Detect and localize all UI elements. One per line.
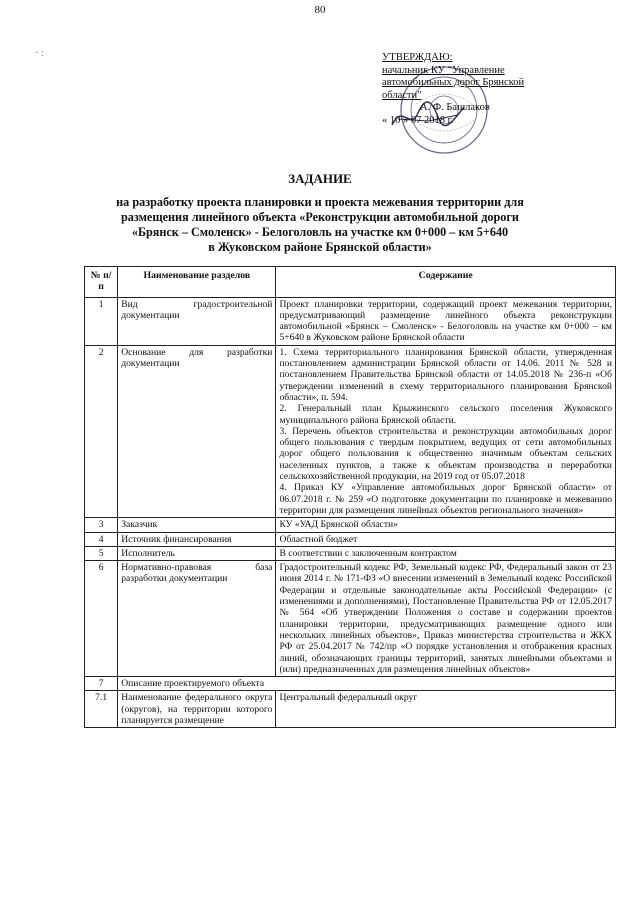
row-name: Основание для разработки документации [118,345,276,517]
scan-specks: · : [35,48,44,59]
header-content: Содержание [276,267,616,298]
table-row [85,546,616,560]
row-name: Нормативно-правовая база разработки документации [118,561,276,677]
row-number: 6 [85,561,118,677]
header-section-name: Наименование разделов [118,267,276,298]
basis-item-2: 2. Генеральный план Крыжинского сельского поселения Жуковского муниципального района Брянской области. [279,403,612,426]
subtitle-line-3: «Брянск – Смоленск» - Белоголовль на участке км 0+000 – км 5+640 [131,225,509,239]
row-name: Исполнитель [118,546,276,560]
row-number: 7 [85,677,118,691]
row-content: Градостроительный кодекс РФ, Земельный кодекс РФ, Федеральный закон от 23 июня 2014 г. № 171-ФЗ «О внесении изменений в Земельный кодекс Российской Федерации и отдельные законодательные акты Российской Федерации» (с изменениями и дополнениями), Постановление Правительства РФ от 12.05.2017 № 564 «Об утверждении Положения о составе и содержании проектов планировки территории, предусматривающих размещение одного или нескольких линейных объектов», Приказ министерства строительства и ЖКХ РФ от 25.04.2017 № 742/пр «О порядке установления и отображения красных линий, обозначающих границы территорий, занятых линейными объектами и (или) предназначенных для размещения линейных объектов» [276,561,616,677]
row-name: Вид градостроительной документации [118,297,276,345]
subtitle-line-4: в Жуковском районе Брянской области» [208,240,432,254]
basis-item-4: 4. Приказ КУ «Управление автомобильных дорог Брянской области» от 06.07.2018 г. № 259 «О подготовке документации по планировке и межеванию территории для размещения линейных объектов регионального значения» [279,482,612,516]
row-content: В соответствии с заключенным контрактом [276,546,616,560]
approval-block [382,52,524,127]
table-row [85,532,616,546]
row-number: 7.1 [85,691,118,728]
row-name: Заказчик [118,518,276,532]
row-number: 3 [85,518,118,532]
document-title: ЗАДАНИЕ [288,171,352,186]
approval-line-4: области" [382,89,422,101]
table-row [85,518,616,532]
task-table [84,266,616,728]
header-number: № п/п [85,267,118,298]
table-row [85,677,616,691]
row-number: 1 [85,297,118,345]
row-number: 2 [85,345,118,517]
row-content: Областной бюджет [276,532,616,546]
approval-line-2: начальник КУ "Управление [382,64,505,76]
table-row [85,561,616,677]
approval-line-3: автомобильных дорог Брянской [382,77,525,88]
approval-signer: А. Ф. Башлаков [420,102,490,113]
approval-date: « 10 » 07 2018 г. [382,114,454,126]
row-name: Описание проектируемого объекта [118,677,616,691]
row-content [276,345,616,517]
page-number: 80 [314,4,326,16]
table-row [85,691,616,728]
subtitle-line-1: на разработку проекта планировки и проекта межевания территории для [116,195,524,209]
basis-item-3: 3. Перечень объектов строительства и реконструкции автомобильных дорог общего пользования с твердым покрытием, ведущих от сети автомобильных дорог общего пользования к общественно значимым объектам сельских населенных пунктов, а также к объектам производства и переработки сельскохозяйственной продукции, на 2019 год от 05.07.2018 [279,425,612,483]
row-name: Наименование федерального округа (округов), на территории которого планируется размещение [118,691,276,728]
row-number: 5 [85,546,118,560]
row-name: Источник финансирования [118,532,276,546]
subtitle-line-2: размещения линейного объекта «Реконструкции автомобильной дороги [121,210,519,224]
table-header-row [85,267,616,298]
row-number: 4 [85,532,118,546]
approval-line-1: УТВЕРЖДАЮ: [382,52,453,63]
row-content: Проект планировки территории, содержащий проект межевания территории, предусматривающий размещение линейного объекта реконструкции автомобильной «Брянск – Смоленск» - Белоголовль на участке км 0+000 – км 5+640 в Жуковском районе Брянской области [276,297,616,345]
basis-item-1: 1. Схема территориального планирования Брянской области, утвержденная постановлением администрации Брянской области от 14.06. 2011 № 528 и постановлением Правительства Брянской области от 14.05.2018 № 236-п «Об утверждении изменений в схему территориального планирования Брянской области», п. 594. [279,346,612,403]
table-row [85,297,616,345]
document-subtitle [0,195,640,255]
table-row [85,345,616,517]
row-content: КУ «УАД Брянской области» [276,518,616,532]
row-content: Центральный федеральный округ [276,691,616,728]
